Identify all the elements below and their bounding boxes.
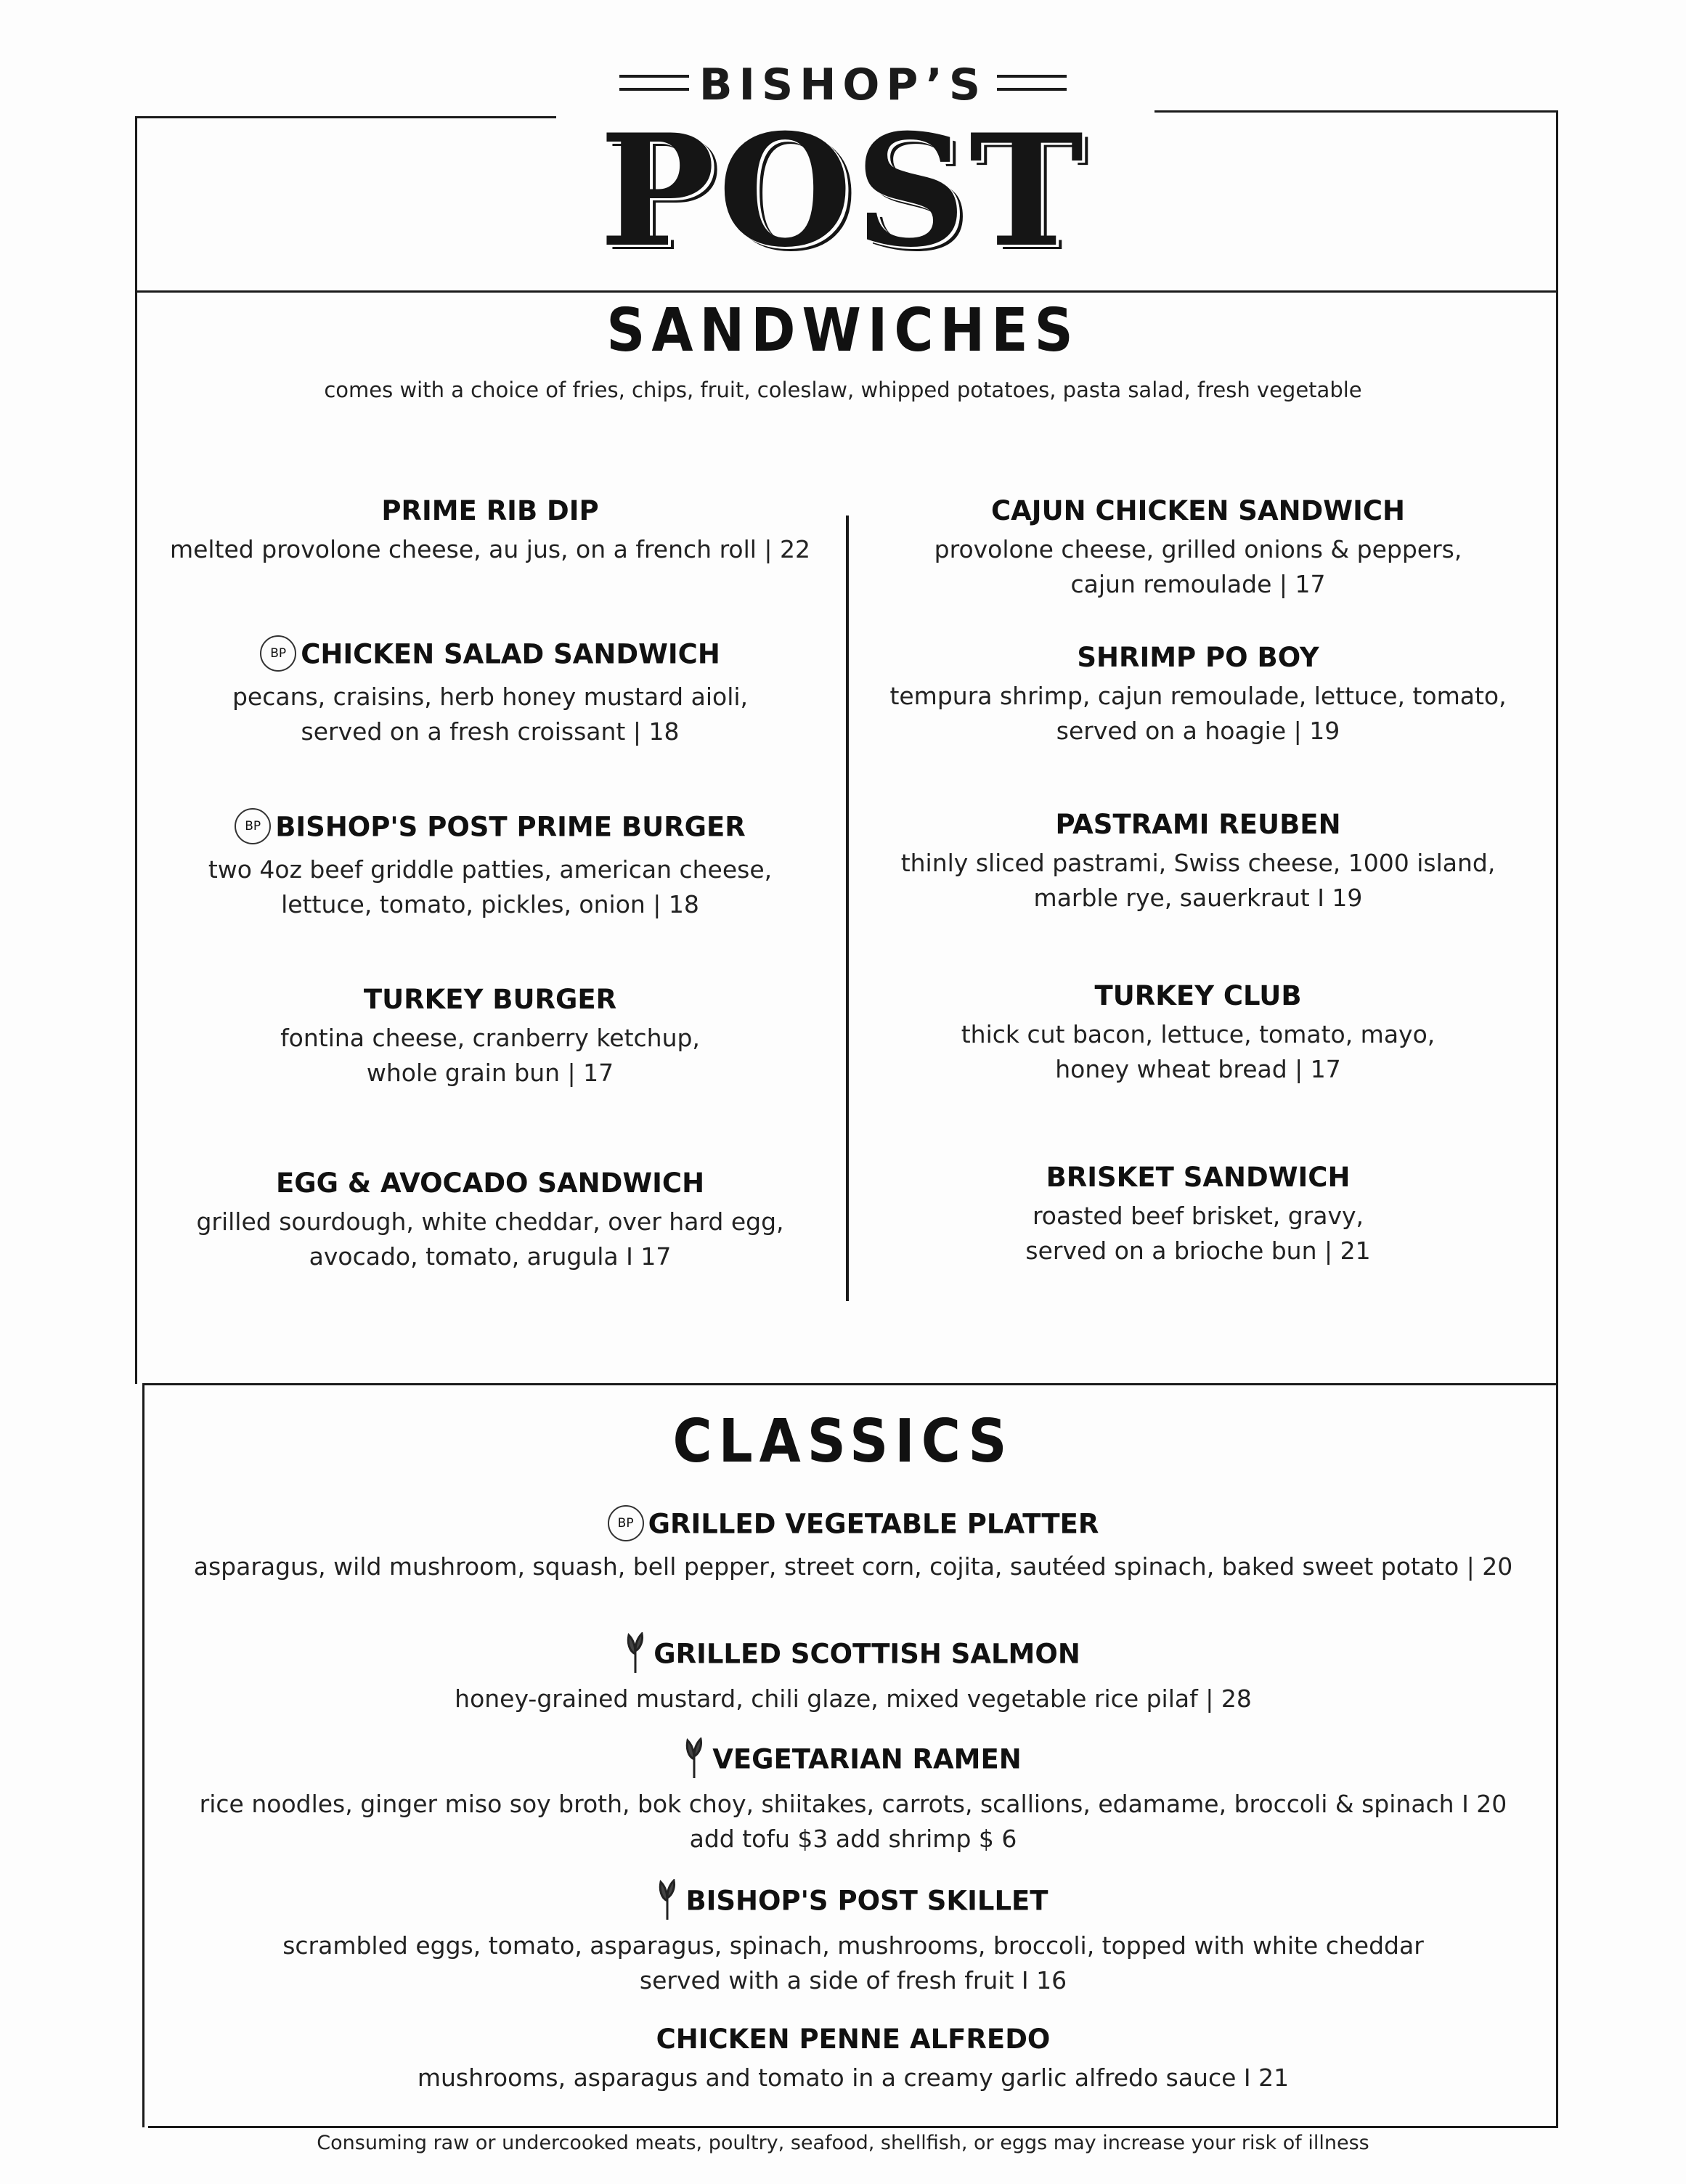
bp-badge: BP [260,635,296,672]
item-description: provolone cheese, grilled onions & peppers, [934,535,1462,563]
menu-item [160,1882,1547,1998]
item-description: asparagus, wild mushroom, squash, bell pepper, street corn, cojita, sautéed spinach, baked sweet potato | 20 [193,1552,1513,1581]
section-title-sandwiches: SANDWICHES [606,296,1080,365]
item-description: whole grain bun | 17 [366,1059,614,1087]
decorative-rule-left [619,75,689,91]
item-name: GRILLED VEGETABLE PLATTER [648,1508,1099,1540]
menu-item [160,2024,1547,2095]
menu-item [871,980,1525,1087]
item-description: grilled sourdough, white cheddar, over hard egg, [196,1207,784,1236]
item-description: marble rye, sauerkraut I 19 [1033,884,1363,912]
item-description: pecans, craisins, herb honey mustard aioli, [232,682,749,711]
item-description: served with a side of fresh fruit I 16 [639,1966,1067,1994]
header-box-top-left [135,116,556,118]
bp-badge: BP [235,808,271,844]
item-name: CHICKEN PENNE ALFREDO [656,2024,1051,2055]
frame-left-lower [142,1383,144,2127]
item-name: CAJUN CHICKEN SANDWICH [991,495,1405,526]
menu-item [167,984,813,1091]
item-description: lettuce, tomato, pickles, onion | 18 [281,890,699,918]
item-description: served on a brioche bun | 21 [1025,1236,1371,1265]
item-name: VEGETARIAN RAMEN [712,1743,1022,1775]
item-description: honey-grained mustard, chili glaze, mixed vegetable rice pilaf | 28 [455,1684,1252,1713]
leaf-icon [626,1632,645,1673]
item-name: GRILLED SCOTTISH SALMON [653,1638,1080,1670]
item-name: BISHOP'S POST PRIME BURGER [275,811,746,843]
item-name: BRISKET SANDWICH [1046,1162,1351,1193]
item-description: served on a fresh croissant | 18 [301,717,680,746]
menu-item [167,495,813,567]
item-description: melted provolone cheese, au jus, on a french roll | 22 [169,535,811,563]
menu-item [167,637,813,749]
food-safety-disclaimer: Consuming raw or undercooked meats, poultry, seafood, shellfish, or eggs may increase your risk of illness [317,2132,1369,2154]
item-description: tempura shrimp, cajun remoulade, lettuce, tomato, [889,682,1507,710]
item-description: rice noodles, ginger miso soy broth, bok choy, shiitakes, carrots, scallions, edamame, broccoli & spinach I 20 [199,1790,1507,1818]
item-description: two 4oz beef griddle patties, american cheese, [208,855,773,884]
item-description: mushrooms, asparagus and tomato in a creamy garlic alfredo sauce I 21 [417,2063,1290,2092]
item-description: thinly sliced pastrami, Swiss cheese, 1000 island, [900,849,1496,877]
item-description: cajun remoulade | 17 [1070,570,1326,598]
menu-item [167,810,813,922]
menu-item [871,642,1525,749]
item-description: honey wheat bread | 17 [1055,1055,1341,1083]
brand-top-text: BISHOP’S [699,60,987,110]
item-name: EGG & AVOCADO SANDWICH [275,1168,705,1199]
menu-item [160,1635,1547,1716]
item-name: SHRIMP PO BOY [1077,642,1319,673]
section-divider [142,1383,1558,1385]
item-description: scrambled eggs, tomato, asparagus, spinach, mushrooms, broccoli, topped with white cheddar [282,1931,1424,1960]
menu-item [160,1740,1547,1857]
item-description: roasted beef brisket, gravy, [1032,1202,1364,1230]
section-title-classics: CLASSICS [672,1407,1014,1476]
item-name: PASTRAMI REUBEN [1055,809,1341,840]
frame-right-lower [1556,1383,1558,2127]
decorative-rule-right [997,75,1067,91]
item-name: TURKEY CLUB [1094,980,1302,1011]
bp-badge: BP [608,1505,644,1541]
sandwiches-sides-note: comes with a choice of fries, chips, fruit, coleslaw, whipped potatoes, pasta salad, fresh vegetable [324,378,1362,402]
item-name: CHICKEN SALAD SANDWICH [301,638,720,670]
item-name: BISHOP'S POST SKILLET [685,1885,1048,1917]
item-description: thick cut bacon, lettuce, tomato, mayo, [961,1020,1435,1048]
item-description: avocado, tomato, arugula I 17 [309,1242,672,1271]
menu-item [167,1168,813,1274]
leaf-icon [658,1879,677,1920]
menu-item [871,809,1525,916]
header-divider [135,290,1558,293]
menu-item [160,1507,1547,1584]
item-description: fontina cheese, cranberry ketchup, [280,1024,700,1052]
item-name: PRIME RIB DIP [381,495,599,526]
frame-bottom [148,2126,1558,2128]
column-divider [846,516,849,1301]
item-name: TURKEY BURGER [363,984,617,1015]
leaf-icon [685,1737,704,1778]
menu-item [871,495,1525,602]
header-box-top-right [1154,110,1558,113]
item-description: add tofu $3 add shrimp $ 6 [689,1825,1017,1853]
brand-logo: POST [599,100,1087,281]
menu-item [871,1162,1525,1268]
item-description: served on a hoagie | 19 [1056,717,1340,745]
